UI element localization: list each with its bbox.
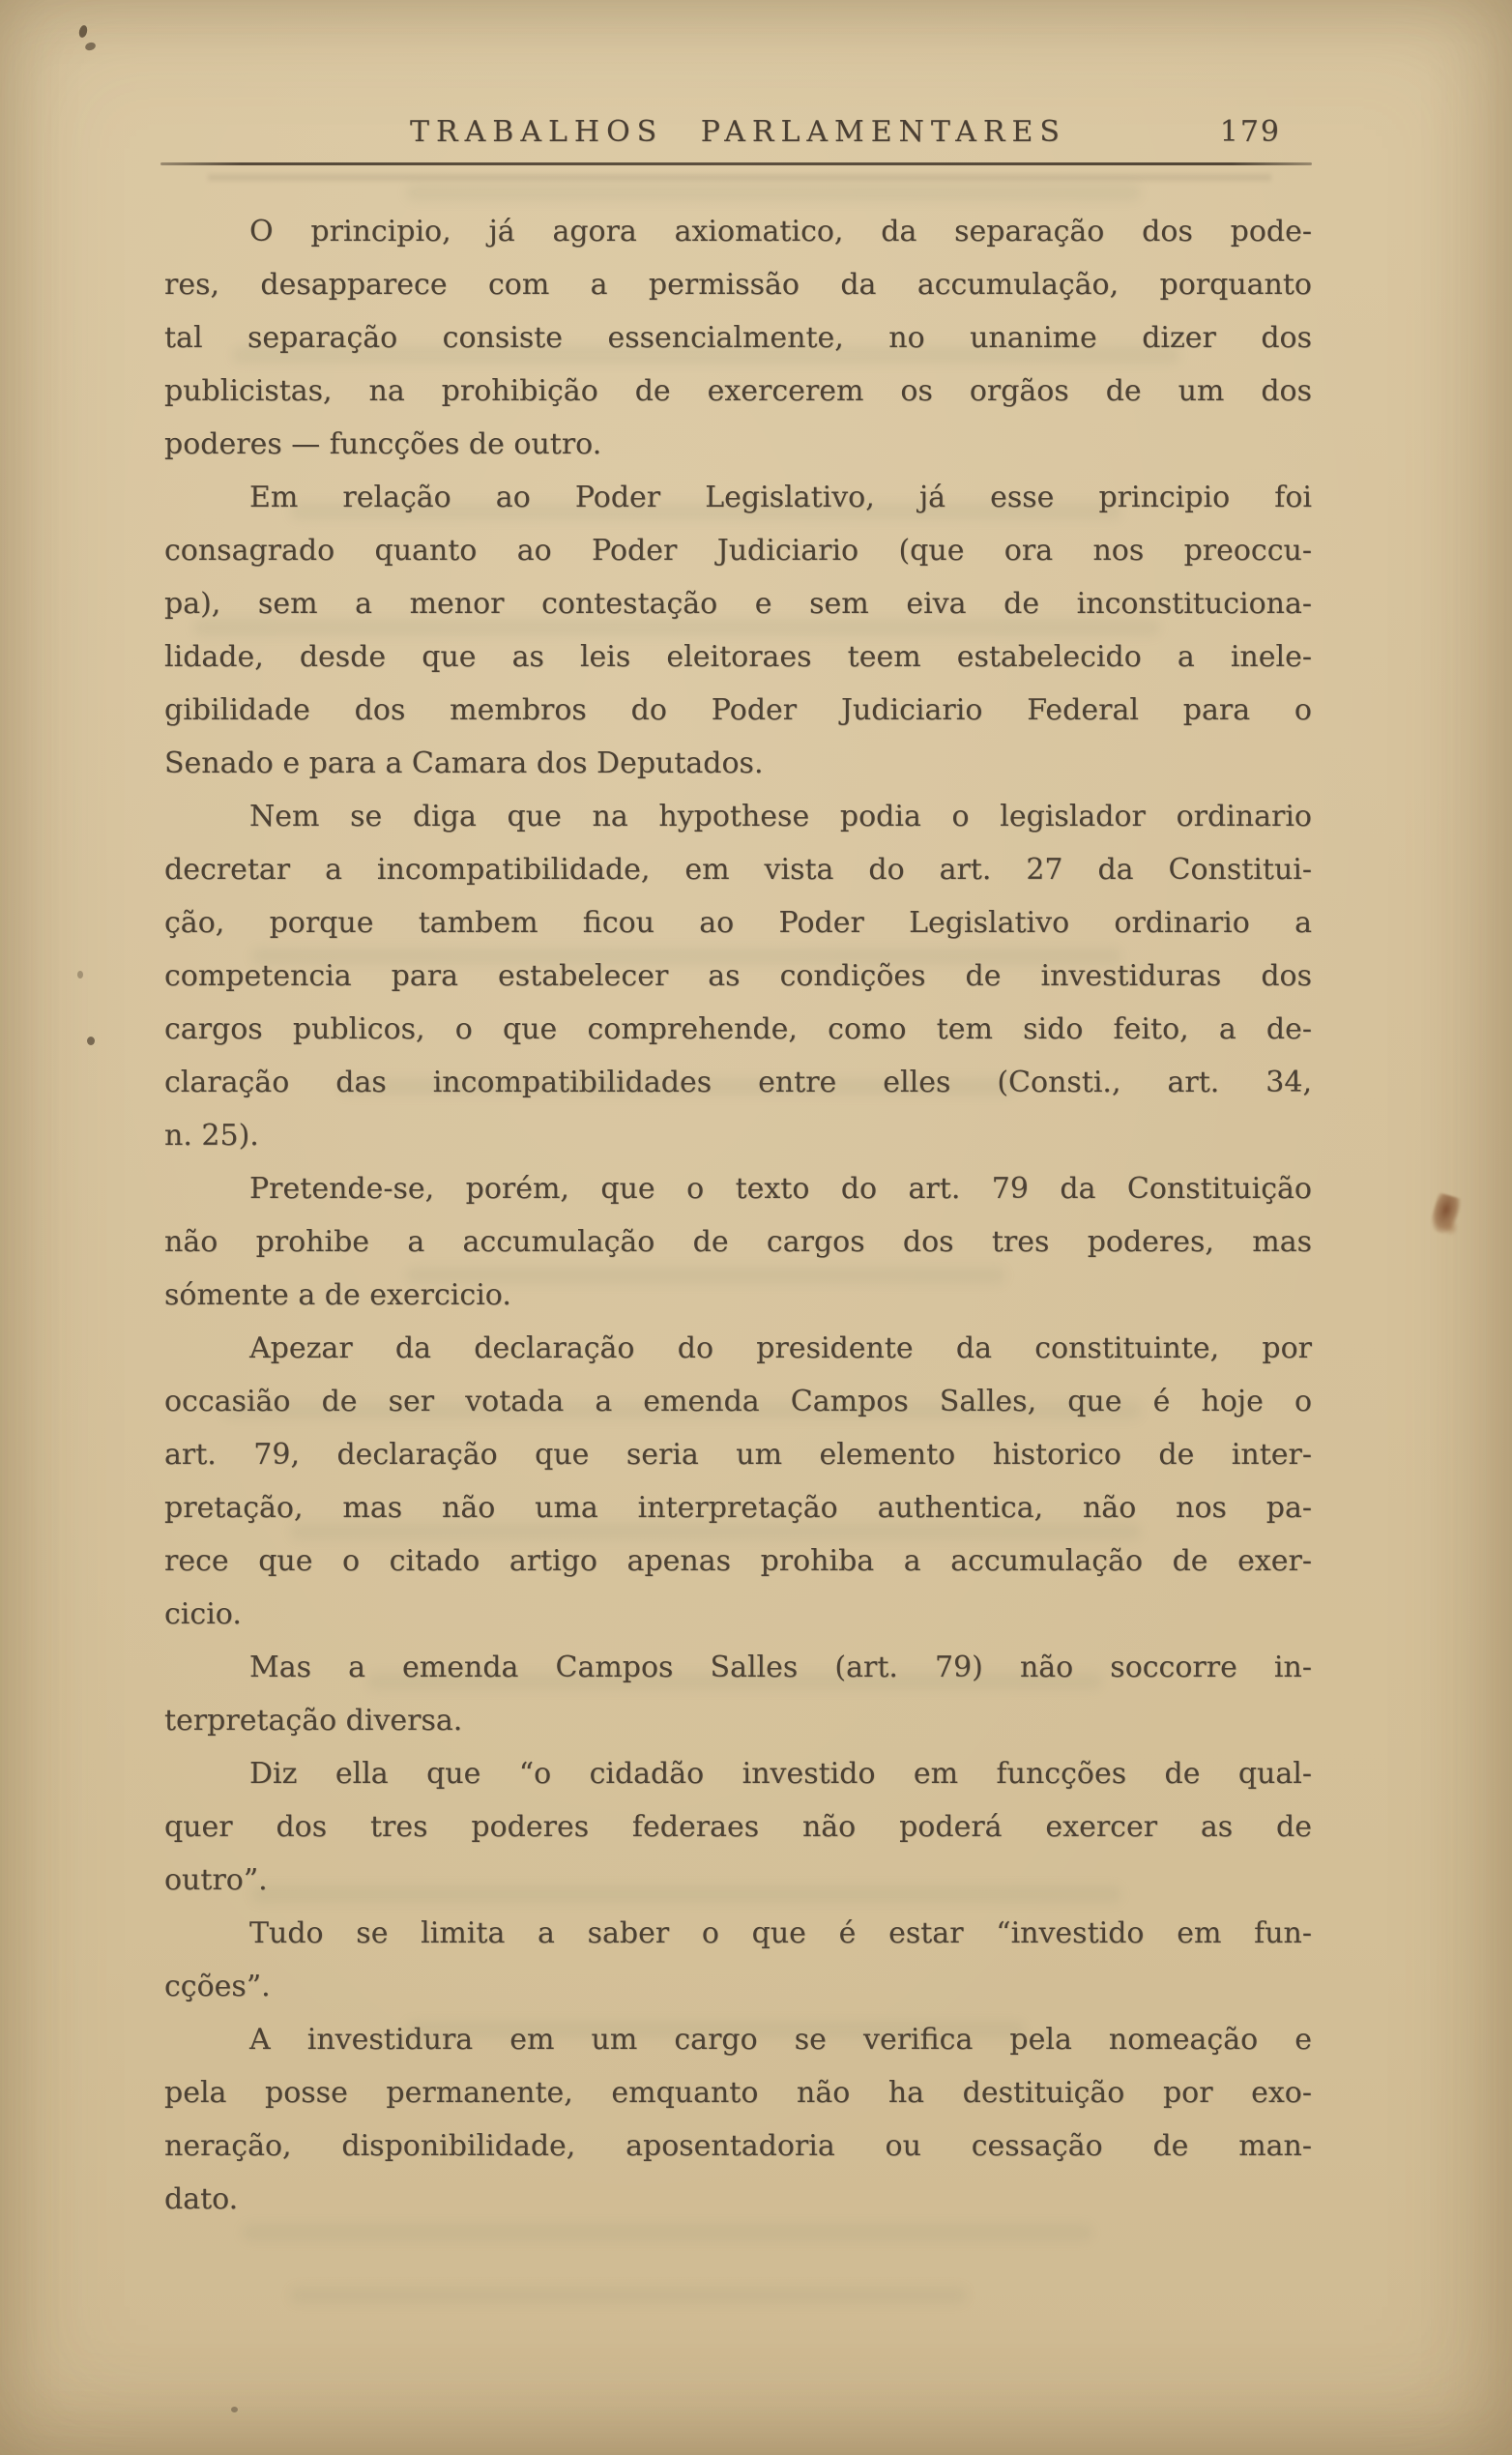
text-line: occasião de ser votada a emenda Campos Salles, que é hoje o	[164, 1385, 1312, 1418]
text-line: A investidura em um cargo se verifica pela nomeação e	[249, 2023, 1312, 2057]
text-line: rece que o citado artigo apenas prohiba a accumulação de exer-	[164, 1544, 1312, 1578]
header-rule-ghost	[208, 174, 1271, 181]
text-line: cções”.	[164, 1970, 271, 2003]
paragraph	[164, 2013, 1312, 2226]
text-line: sómente a de exercicio.	[164, 1278, 511, 1312]
text-line: tal separação consiste essencialmente, no unanime dizer dos	[164, 321, 1312, 355]
text-line: Pretende-se, porém, que o texto do art. 79 da Constituição	[249, 1172, 1312, 1206]
ink-speck	[77, 971, 83, 979]
text-line: não prohibe a accumulação de cargos dos tres poderes, mas	[164, 1225, 1312, 1259]
text-line: quer dos tres poderes federaes não poderá exercer as de	[164, 1810, 1312, 1844]
paragraph	[164, 1322, 1312, 1641]
text-line: art. 79, declaração que seria um elemento historico de inter-	[164, 1438, 1312, 1472]
text-line: Em relação ao Poder Legislativo, já esse principio foi	[249, 481, 1312, 514]
text-line: Tudo se limita a saber o que é estar “investido em fun-	[249, 1916, 1312, 1950]
text-line: res, desapparece com a permissão da accumulação, porquanto	[164, 268, 1312, 302]
paragraph	[164, 471, 1312, 790]
text-line: Apezar da declaração do presidente da constituinte, por	[249, 1331, 1312, 1365]
text-line: neração, disponibilidade, aposentadoria ou cessação de man-	[164, 2129, 1312, 2163]
text-block	[164, 205, 1312, 2226]
text-line: Diz ella que “o cidadão investido em funcções de qual-	[249, 1757, 1312, 1791]
text-line: cargos publicos, o que comprehende, como tem sido feito, a de-	[164, 1012, 1312, 1046]
ink-speck	[78, 24, 89, 39]
text-line: pretação, mas não uma interpretação authentica, não nos pa-	[164, 1491, 1312, 1525]
ink-blot-halo	[1441, 1217, 1460, 1238]
text-line: outro”.	[164, 1863, 268, 1897]
text-line: claração das incompatibilidades entre elles (Consti., art. 34,	[164, 1066, 1312, 1099]
text-line: competencia para estabelecer as condições de investiduras dos	[164, 959, 1312, 993]
text-line: pela posse permanente, emquanto não ha destituição por exo-	[164, 2076, 1312, 2110]
text-line: cicio.	[164, 1597, 242, 1631]
text-line: Senado e para a Camara dos Deputados.	[164, 746, 764, 780]
paragraph	[164, 1907, 1312, 2013]
text-line: pa), sem a menor contestação e sem eiva de inconstituciona-	[164, 587, 1312, 621]
text-line: n. 25).	[164, 1119, 259, 1153]
paragraph	[164, 1162, 1312, 1322]
text-line: dato.	[164, 2182, 239, 2216]
paragraph	[164, 205, 1312, 471]
text-line: poderes — funcções de outro.	[164, 427, 602, 461]
page-title: TRABALHOS PARLAMENTARES	[410, 115, 1066, 149]
showthrough-streak	[290, 2287, 967, 2304]
ink-speck	[84, 41, 97, 51]
text-line: lidade, desde que as leis eleitoraes teem estabelecido a inele-	[164, 640, 1312, 674]
text-line: Mas a emenda Campos Salles (art. 79) não soccorre in-	[249, 1651, 1312, 1684]
ink-speck	[87, 1037, 95, 1045]
paragraph	[164, 1641, 1312, 1747]
text-line: gibilidade dos membros do Poder Judiciario Federal para o	[164, 693, 1312, 727]
text-line: ção, porque tambem ficou ao Poder Legislativo ordinario a	[164, 906, 1312, 940]
text-line: terpretação diversa.	[164, 1704, 463, 1738]
text-line: Nem se diga que na hypothese podia o legislador ordinario	[249, 800, 1312, 833]
text-line: O principio, já agora axiomatico, da separação dos pode-	[249, 215, 1312, 248]
showthrough-streak	[242, 2224, 1092, 2241]
page-number: 179	[1219, 115, 1281, 149]
text-line: decretar a incompatibilidade, em vista do art. 27 da Constitui-	[164, 853, 1312, 887]
paragraph	[164, 790, 1312, 1162]
ink-speck	[231, 2407, 238, 2412]
header-rule	[160, 162, 1312, 165]
text-line: publicistas, na prohibição de exercerem os orgãos de um dos	[164, 374, 1312, 408]
paragraph	[164, 1747, 1312, 1907]
running-header	[164, 115, 1312, 149]
showthrough-streak	[406, 184, 1141, 201]
text-line: consagrado quanto ao Poder Judiciario (que ora nos preoccu-	[164, 534, 1312, 568]
